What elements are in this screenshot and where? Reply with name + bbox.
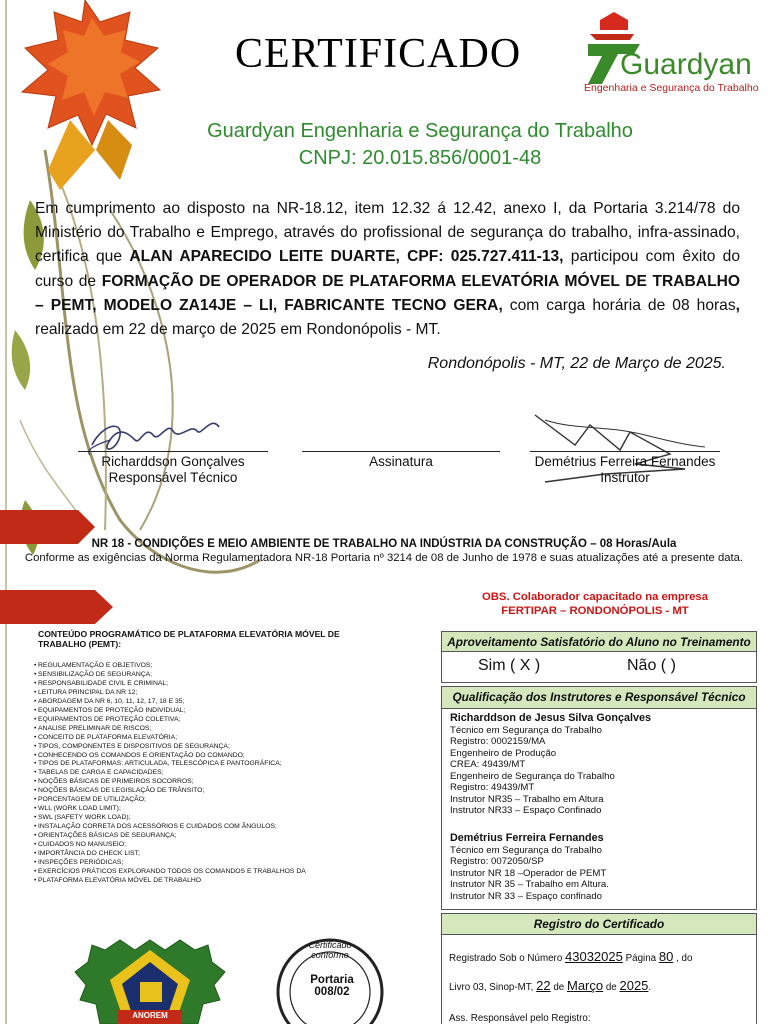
qualification-line: Engenheiro de Produção	[450, 747, 557, 759]
signatory-role: Instrutor	[600, 470, 650, 485]
list-item: • ANALISE PRELIMINAR DE RISCOS;	[38, 725, 368, 734]
body-text: realizado em 22 de março de 2025 em Rondonópolis - MT.	[35, 321, 441, 339]
obs-line: OBS. Colaborador capacitado na empresa	[481, 591, 708, 603]
list-item: • LEITURA PRINCIPAL DA NR 12;	[38, 689, 368, 698]
qualification-instructor-2	[450, 833, 750, 902]
qualification-header: Qualificação dos Instrutores e Responsável Técnico	[441, 686, 757, 709]
list-item: • EXERCÍCIOS PRÁTICOS EXPLORANDO TODOS OS COMANDOS E TRABALHOS DA	[38, 868, 368, 877]
registry-text: .	[648, 982, 652, 993]
body-text: Em cumprimento ao disposto na NR-18.12, item 12.32 á 12.42, anexo I, da Portaria 3.214/78 do Ministério do Trabalho e Emprego, através do profissional de segurança do trabalho, infra-assinado, certifica que	[35, 200, 740, 266]
registry-box	[441, 934, 757, 1024]
signature-left	[92, 423, 219, 449]
list-item: • TIPOS, COMPONENTES E DISPOSITIVOS DE SEGURANÇA;	[38, 743, 368, 752]
obs-note	[445, 590, 745, 618]
list-item: • CONCEITO DE PLATAFORMA ELEVATÓRIA;	[38, 734, 368, 743]
qualification-name: Demétrius Ferreira Fernandes	[450, 832, 604, 844]
signatory-instructor	[510, 454, 740, 486]
signatory-name: Richarddson Gonçalves	[101, 454, 245, 469]
list-item: • TABELAS DE CARGA E CAPACIDADES;	[38, 769, 368, 778]
place-date: Rondonópolis - MT, 22 de Março de 2025.	[427, 355, 726, 372]
registry-signer: Ass. Responsável pelo Registro:	[449, 1013, 591, 1024]
qualification-instructor-1	[450, 713, 750, 817]
stamp-text: Portaria 008/02	[310, 974, 354, 998]
qualification-line: Instrutor NR35 – Trabalho em Altura	[450, 793, 604, 805]
registry-text: , do	[676, 953, 693, 964]
logo-name: Guardyan	[620, 48, 752, 81]
approval-header: Aproveitamento Satisfatório do Aluno no Treinamento	[441, 631, 757, 653]
list-item: • INSTALAÇÃO CORRETA DOS ACESSÓRIOS E CUIDADOS COM ÂNGULOS;	[38, 823, 368, 832]
obs-line: FERTIPAR – RONDONÓPOLIS - MT	[501, 605, 689, 617]
registry-text: Livro 03, Sinop-MT,	[449, 982, 534, 993]
program-content-title: CONTEÚDO PROGRAMÁTICO DE PLATAFORMA ELEVATÓRIA MÓVEL DE TRABALHO (PEMT):	[38, 629, 340, 649]
list-item: • INSPEÇÕES PERIÓDICAS;	[38, 859, 368, 868]
company-logo	[580, 10, 759, 100]
certificate-body	[35, 197, 740, 342]
registry-day: 22	[536, 978, 551, 993]
list-item: • ORIENTAÇÕES BÁSICAS DE SEGURANÇA;	[38, 832, 368, 841]
approval-box	[441, 651, 757, 683]
list-item: • NOÇÕES BÁSICAS DE PRIMEIROS SOCORROS;	[38, 778, 368, 787]
list-item: • SWL (SAFETY WORK LOAD);	[38, 814, 368, 823]
qualification-name: Richarddson de Jesus Silva Gonçalves	[450, 712, 652, 724]
list-item: • IMPORTÂNCIA DO CHECK LIST;	[38, 850, 368, 859]
qualification-line: Instrutor NR33 – Espaço Confinado	[450, 805, 602, 816]
registry-header: Registro do Certificado	[441, 913, 757, 936]
body-text: participou com êxito do curso de	[35, 248, 740, 290]
qualification-line: Técnico em Segurança do Trabalho	[450, 844, 602, 856]
company-cnpj: CNPJ: 20.015.856/0001-48	[298, 147, 542, 169]
list-item: • TIPOS DE PLATAFORMAS: ARTICULADA, TELESCÓPICA E PANTOGRÁFICA;	[38, 760, 368, 769]
signatory-name: Assinatura	[369, 454, 433, 469]
program-content-list	[38, 662, 368, 886]
list-item: • ABORDAGEM DA NR 6, 10, 11, 12, 17, 18 E 35;	[38, 698, 368, 707]
list-item: • EQUIPAMENTOS DE PROTEÇÃO COLETIVA;	[38, 716, 368, 725]
registry-line-1	[449, 949, 754, 964]
approval-yes: Sim ( X )	[478, 657, 541, 674]
signatory-responsible	[78, 454, 268, 486]
registry-year: 2025	[619, 978, 649, 993]
registry-text: de	[553, 982, 565, 993]
emblem-label: ANOREM	[132, 1011, 168, 1020]
company-header	[150, 118, 690, 172]
qualification-line: Engenheiro de Segurança do Trabalho	[450, 770, 615, 782]
registry-text: de	[605, 982, 617, 993]
student-name: ALAN APARECIDO LEITE DUARTE, CPF: 025.727.411-13,	[129, 248, 564, 266]
list-item: • CUIDADOS NO MANUSEIO;	[38, 841, 368, 850]
ribbon-tail	[96, 120, 132, 180]
registry-text: Página	[625, 953, 657, 964]
signature-line	[302, 451, 500, 452]
signature-line	[530, 451, 720, 452]
qualification-line: Instrutor NR 33 – Espaço confinado	[450, 890, 602, 902]
signature-right-stroke	[545, 420, 705, 447]
nr-title: NR 18 - CONDIÇÕES E MEIO AMBIENTE DE TRABALHO NA INDÚSTRIA DA CONSTRUÇÃO – 08 Horas/Aula	[91, 538, 677, 550]
list-item: • REGULAMENTAÇÃO E OBJETIVOS;	[38, 662, 368, 671]
body-comma: ,	[735, 296, 740, 314]
registry-month: Março	[566, 978, 604, 993]
qualification-line: Instrutor NR 18 –Operador de PEMT	[450, 867, 607, 879]
registry-text: Registrado Sob o Número	[449, 953, 563, 964]
leaf	[12, 330, 30, 390]
red-ribbon	[0, 590, 113, 624]
signature-line	[78, 451, 268, 452]
approval-no: Não ( )	[627, 657, 676, 674]
qualification-line: Técnico em Segurança do Trabalho	[450, 724, 602, 736]
qualification-line: Registro: 49439/MT	[450, 782, 535, 793]
list-item: • PLATAFORMA ELEVATÓRIA MÓVEL DE TRABALHO	[38, 877, 368, 886]
nr-subtitle: Conforme as exigências da Norma Regulamentadora NR-18 Portaria nº 3214 de 08 de Junho de 1978 e suas atualizações até a presente data.	[24, 552, 744, 564]
list-item: • RESPONSABILIDADE CIVIL E CRIMINAL;	[38, 680, 368, 689]
qualification-line: Registro: 0072050/SP	[450, 856, 544, 867]
company-name: Guardyan Engenharia e Segurança do Trabalho	[207, 120, 633, 142]
qualification-line: Registro: 0002159/MA	[450, 736, 546, 747]
signatory-name: Demétrius Ferreira Fernandes	[534, 454, 716, 469]
qualification-line: Instrutor NR 35 – Trabalho em Altura.	[450, 879, 609, 890]
registry-page: 80	[658, 949, 674, 964]
signatory-assinatura	[302, 454, 500, 470]
qualification-line: CREA: 49439/MT	[450, 759, 526, 770]
stamp-arc-text: Certificado conforme	[308, 940, 352, 960]
list-item: • PORCENTAGEM DE UTILIZAÇÃO;	[38, 796, 368, 805]
body-text: com carga horária de 08 horas	[502, 296, 736, 314]
list-item: • CONHECENDO OS COMANDOS E ORIENTAÇÃO DO COMANDO;	[38, 752, 368, 761]
list-item: • EQUIPAMENTOS DE PROTEÇÃO INDIVIDUAL;	[38, 707, 368, 716]
signatory-role: Responsável Técnico	[108, 470, 238, 485]
list-item: • SENSIBILIZAÇÃO DE SEGURANÇA;	[38, 671, 368, 680]
certificate-title: CERTIFICADO	[235, 31, 522, 77]
qualification-box	[441, 708, 757, 910]
course-name: FORMAÇÃO DE OPERADOR DE PLATAFORMA ELEVATÓRIA MÓVEL DE TRABALHO – PEMT, MODELO ZA14JE – LI, FABRICANTE TECNO GERA,	[35, 272, 740, 314]
list-item: • WLL (WORK LOAD LIMIT);	[38, 805, 368, 814]
list-item: • NOÇÕES BÁSICAS DE LEGISLAÇÃO DE TRÂNSITO;	[38, 787, 368, 796]
registry-line-2	[449, 978, 754, 993]
logo-tagline: Engenharia e Segurança do Trabalho	[584, 82, 759, 94]
registry-number: 43032025	[565, 949, 623, 964]
